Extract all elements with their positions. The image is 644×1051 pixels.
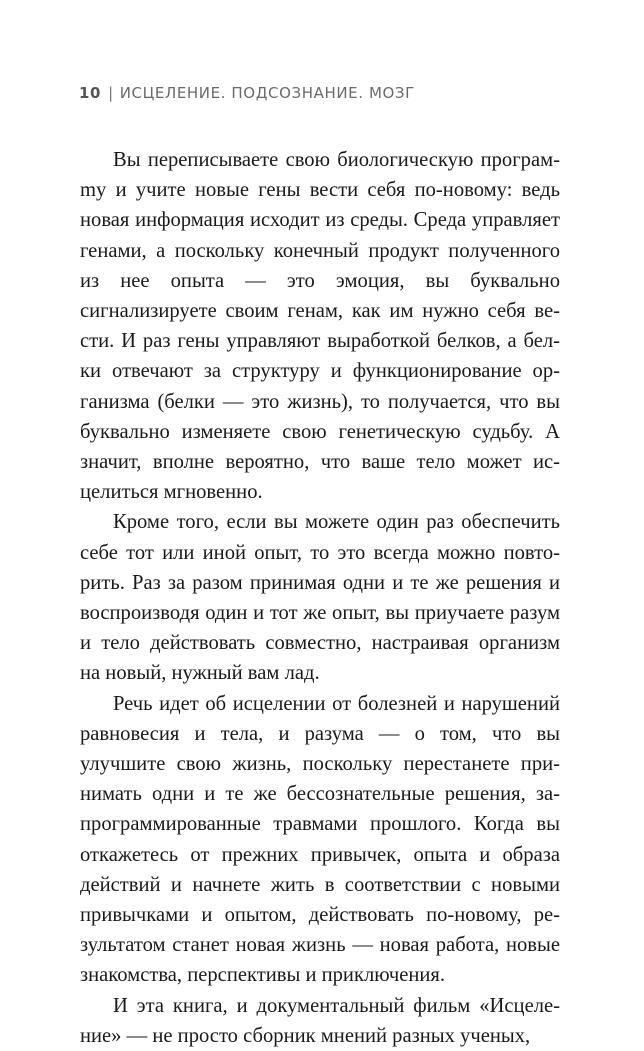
book-title: ИСЦЕЛЕНИЕ. ПОДСОЗНАНИЕ. МОЗГ — [119, 84, 415, 102]
body-text — [80, 145, 560, 1051]
paragraph-2: Кроме того, если вы можете один раз обеспечить себе тот или иной опыт, то это всегда можно повторить. Раз за разом принимая одни и те же решения и воспроизводя один и тот же опыт, вы приучаете разум и тело действовать совместно, настраивая организм на новый, нужный вам лад. — [80, 511, 560, 685]
running-head — [79, 84, 415, 102]
header-separator: | — [108, 84, 114, 102]
paragraph-4: И эта книга, и документальный фильм «Исцеление» — не просто сборник мнений разных ученых, — [80, 994, 560, 1047]
paragraph-1: Вы переписываете свою биологическую програмmу и учите новые гены вести себя по-новому: ведь новая информация исходит из среды. Среда управляет генами, а поскольку конечный продукт полученного из нее опыта — это эмоция, вы буквально сигнализируете своим генам, как им нужно себя вести. И раз гены управляют выработкой белков, а белки отвечают за структуру и функционирование организма (белки — это жизнь), то получается, что вы буквально изменяете свою генетическую судьбу. А значит, вполне вероятно, что ваше тело может исцелиться мгновенно. — [80, 149, 560, 504]
page-number: 10 — [79, 84, 102, 102]
paragraph-3: Речь идет об исцелении от болезней и нарушений равновесия и тела, и разума — о том, что вы улучшите свою жизнь, поскольку перестанете принимать одни и те же бессознательные решения, запрограммированные травмами прошлого. Когда вы откажетесь от прежних привычек, опыта и образа действий и начнете жить в соответствии с новыми привычками и опытом, действовать по-новому, результатом станет новая жизнь — новая работа, новые знакомства, перспективы и приключения. — [80, 692, 560, 987]
